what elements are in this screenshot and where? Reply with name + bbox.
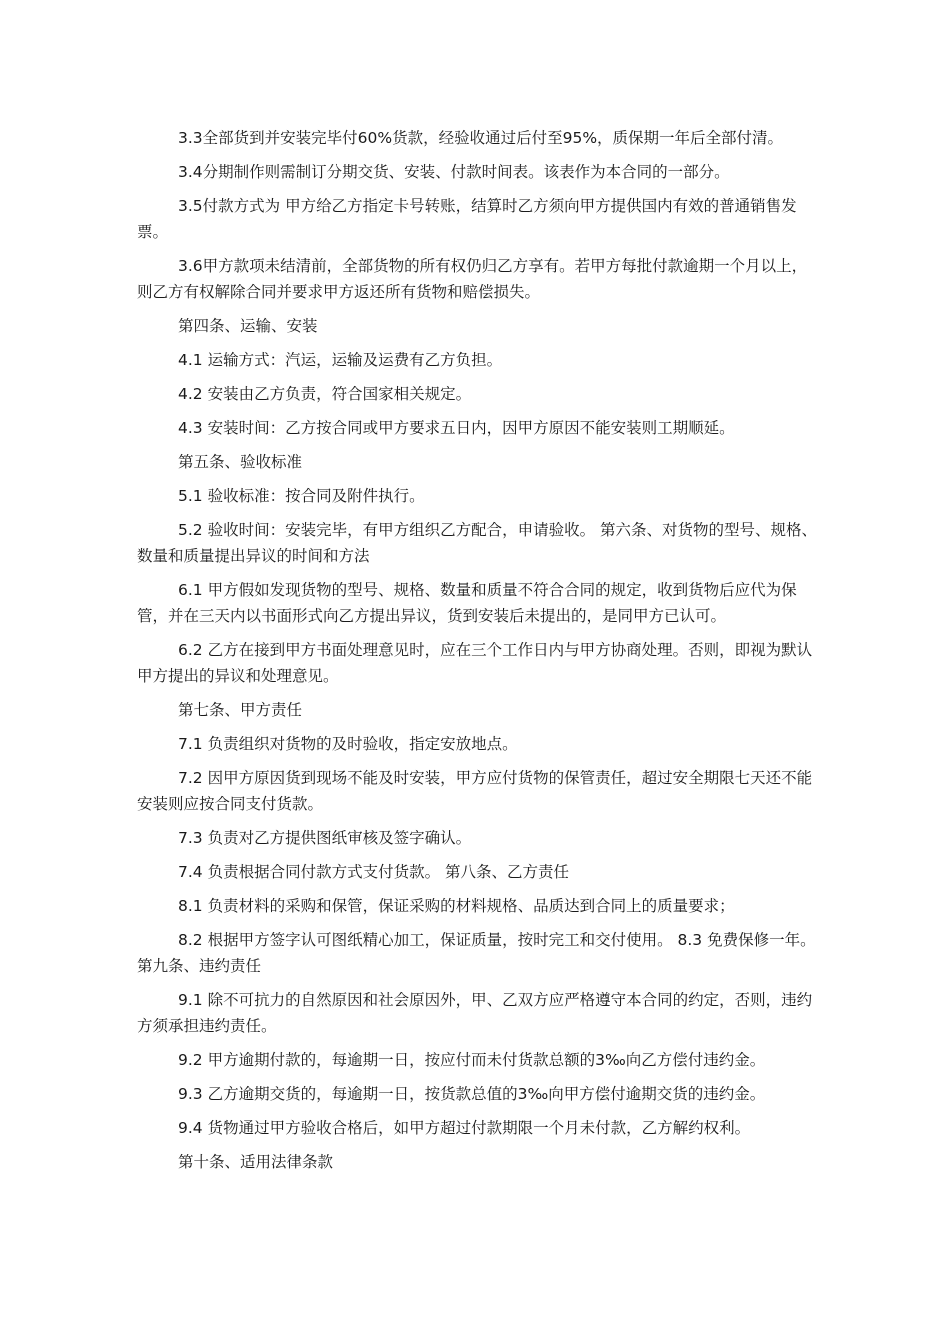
- clause-9-1: 9.1 除不可抗力的自然原因和社会原因外，甲、乙双方应严格遵守本合同的约定，否则，违约方须承担违约责任。: [137, 991, 813, 1035]
- clause-3-4: 3.4分期制作则需制订分期交货、安装、付款时间表。该表作为本合同的一部分。: [178, 163, 730, 181]
- clause-3-6: 3.6甲方款项未结清前，全部货物的所有权仍归乙方享有。若甲方每批付款逾期一个月以上，则乙方有权解除合同并要求甲方返还所有货物和赔偿损失。: [137, 257, 808, 301]
- clause-3-5: 3.5付款方式为 甲方给乙方指定卡号转账，结算时乙方须向甲方提供国内有效的普通销售发票。: [137, 197, 797, 241]
- clause-7-3: 7.3 负责对乙方提供图纸审核及签字确认。: [178, 829, 472, 847]
- clause-6-2: 6.2 乙方在接到甲方书面处理意见时，应在三个工作日内与甲方协商处理。否则，即视为默认甲方提出的异议和处理意见。: [137, 641, 813, 685]
- contract-body: [137, 125, 817, 1183]
- article-10-heading: 第十条、适用法律条款: [178, 1153, 334, 1171]
- clause-9-2: 9.2 甲方逾期付款的，每逾期一日，按应付而未付货款总额的3‰向乙方偿付违约金。: [178, 1051, 766, 1069]
- clause-6-1: 6.1 甲方假如发现货物的型号、规格、数量和质量不符合合同的规定，收到货物后应代为保管，并在三天内以书面形式向乙方提出异议，货到安装后未提出的，是同甲方已认可。: [137, 581, 797, 625]
- clause-8-1: 8.1 负责材料的采购和保管，保证采购的材料规格、品质达到合同上的质量要求；: [178, 897, 735, 915]
- clause-5-1: 5.1 验收标准：按合同及附件执行。: [178, 487, 425, 505]
- clause-7-2: 7.2 因甲方原因货到现场不能及时安装，甲方应付货物的保管责任，超过安全期限七天还不能安装则应按合同支付货款。: [137, 769, 813, 813]
- article-7-heading: 第七条、甲方责任: [178, 701, 303, 719]
- clause-4-3: 4.3 安装时间：乙方按合同或甲方要求五日内，因甲方原因不能安装则工期顺延。: [178, 419, 735, 437]
- clause-8-2: 8.2 根据甲方签字认可图纸精心加工，保证质量，按时完工和交付使用。 8.3 免费保修一年。 第九条、违约责任: [137, 931, 816, 975]
- clause-9-3: 9.3 乙方逾期交货的，每逾期一日，按货款总值的3‰向甲方偿付逾期交货的违约金。: [178, 1085, 766, 1103]
- clause-7-1: 7.1 负责组织对货物的及时验收，指定安放地点。: [178, 735, 518, 753]
- clause-5-2: 5.2 验收时间：安装完毕，有甲方组织乙方配合，申请验收。 第六条、对货物的型号、规格、数量和质量提出异议的时间和方法: [137, 521, 818, 565]
- article-4-heading: 第四条、运输、安装: [178, 317, 318, 335]
- article-5-heading: 第五条、验收标准: [178, 453, 303, 471]
- clause-4-1: 4.1 运输方式：汽运，运输及运费有乙方负担。: [178, 351, 503, 369]
- clause-4-2: 4.2 安装由乙方负责，符合国家相关规定。: [178, 385, 472, 403]
- clause-7-4: 7.4 负责根据合同付款方式支付货款。 第八条、乙方责任: [178, 863, 570, 881]
- clause-9-4: 9.4 货物通过甲方验收合格后，如甲方超过付款期限一个月未付款，乙方解约权利。: [178, 1119, 751, 1137]
- clause-3-3: 3.3全部货到并安装完毕付60%货款，经验收通过后付至95%，质保期一年后全部付清。: [178, 129, 784, 147]
